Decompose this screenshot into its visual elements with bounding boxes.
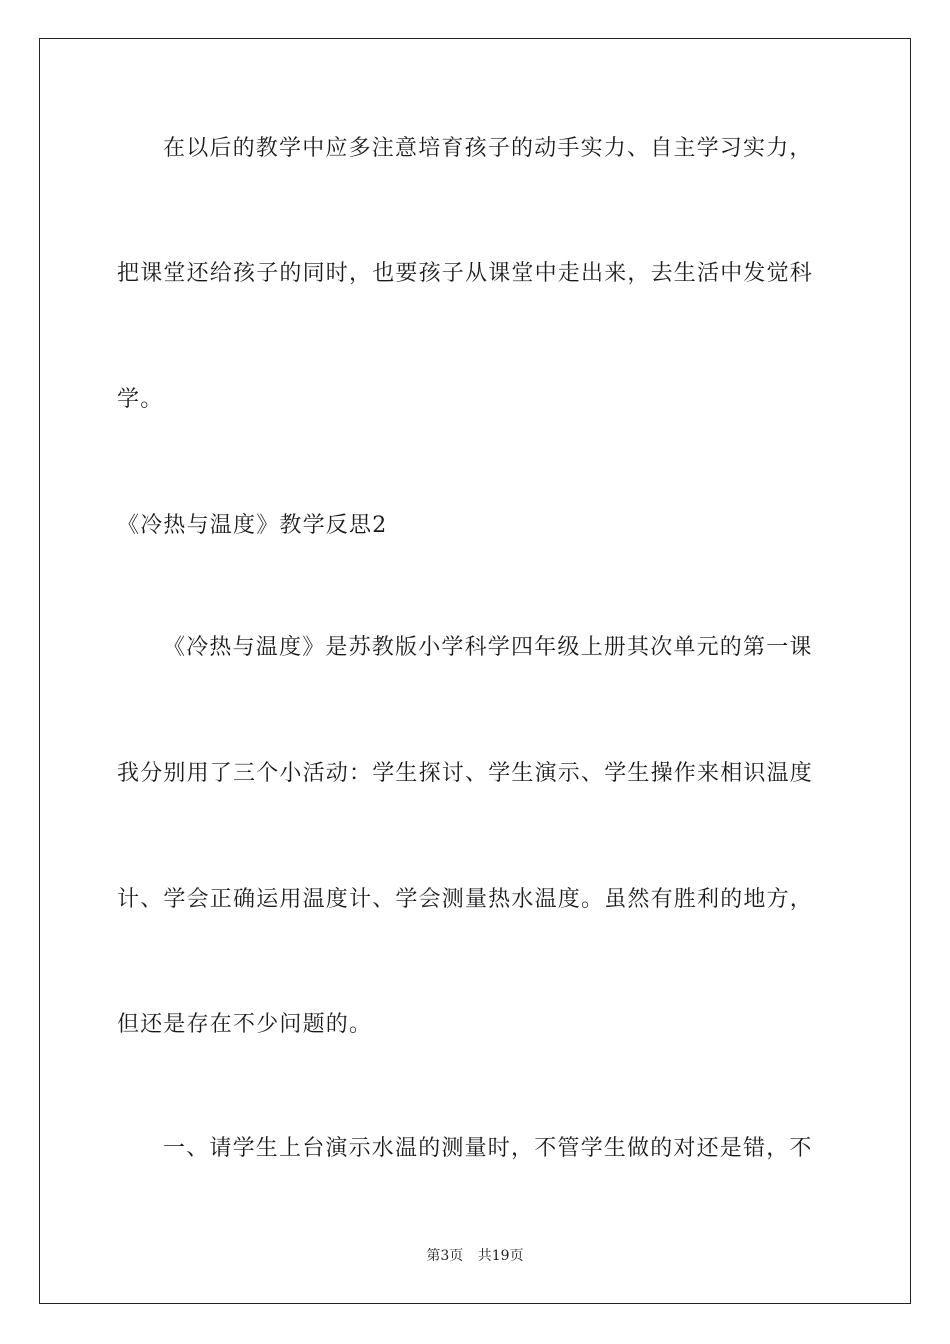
page-footer [0,1246,950,1266]
paragraph-line-8: 一、请学生上台演示水温的测量时，不管学生做的对还是错，不 [163,1136,813,1161]
page-number: 第3页 [426,1248,464,1264]
paragraph-line-4: 《冷热与温度》是苏教版小学科学四年级上册其次单元的第一课 [163,635,813,660]
page-border [39,38,911,1304]
section-heading: 《冷热与温度》教学反思2 [117,513,388,538]
paragraph-line-5: 我分别用了三个小活动：学生探讨、学生演示、学生操作来相识温度 [117,761,814,786]
paragraph-line-2: 把课堂还给孩子的同时，也要孩子从课堂中走出来，去生活中发觉科 [117,261,814,286]
page-total: 共19页 [477,1248,524,1264]
paragraph-line-3: 学。 [117,387,164,412]
paragraph-line-7: 但还是存在不少问题的。 [117,1012,373,1037]
paragraph-line-1: 在以后的教学中应多注意培育孩子的动手实力、自主学习实力， [163,136,813,161]
paragraph-line-6: 计、学会正确运用温度计、学会测量热水温度。虽然有胜利的地方， [117,887,814,912]
